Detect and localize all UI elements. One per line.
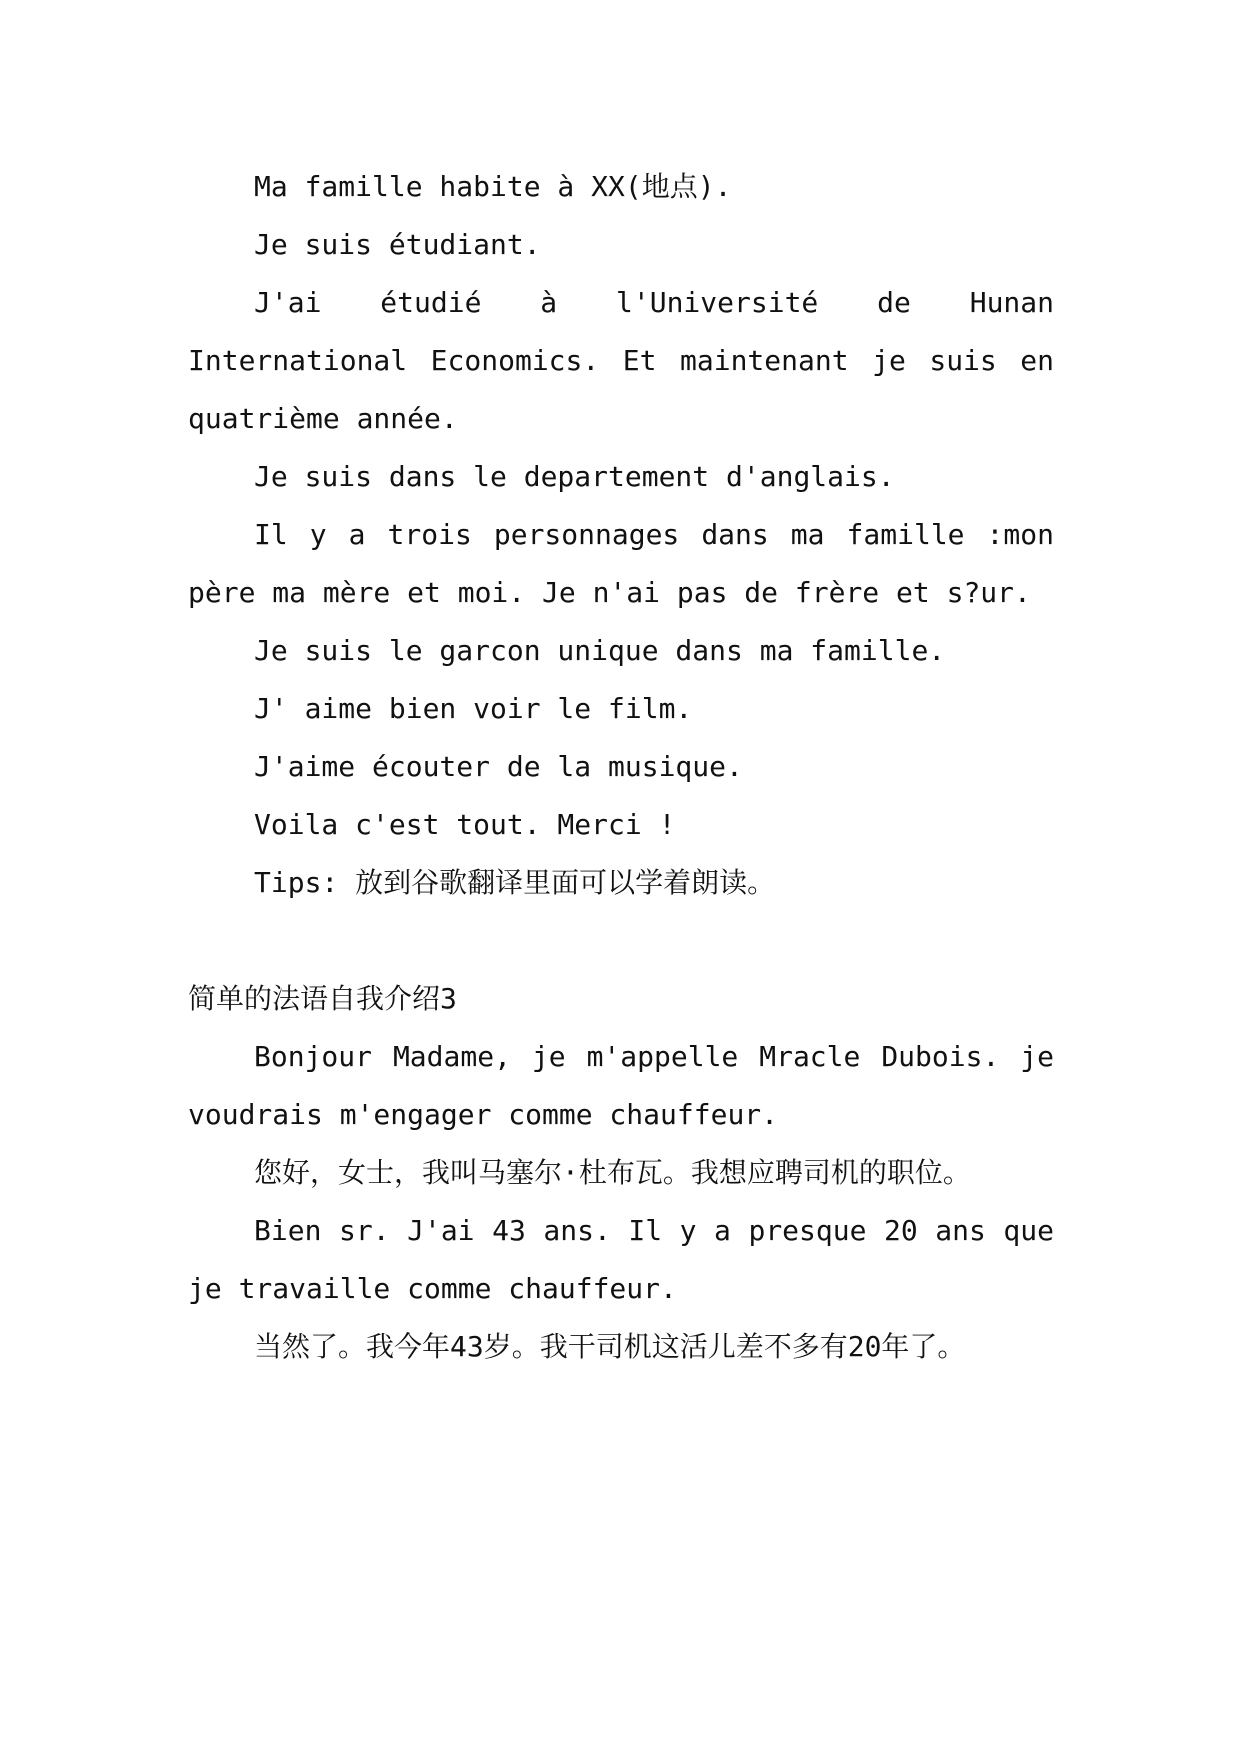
paragraph-age-fr: Bien sr. J'ai 43 ans. Il y a presque 20 ans que je travaille comme chauffeur. bbox=[188, 1214, 1054, 1305]
section-title: 简单的法语自我介绍3 bbox=[188, 982, 457, 1015]
paragraph-likes-music: J'aime écouter de la musique. bbox=[254, 750, 743, 783]
paragraph-tips: Tips: 放到谷歌翻译里面可以学着朗读。 bbox=[254, 866, 776, 899]
paragraph-department: Je suis dans le departement d'anglais. bbox=[254, 460, 895, 493]
paragraph-closing: Voila c'est tout. Merci ! bbox=[254, 808, 676, 841]
paragraph-student: Je suis étudiant. bbox=[254, 228, 541, 261]
paragraph-likes-films: J' aime bien voir le film. bbox=[254, 692, 693, 725]
paragraph-family-location: Ma famille habite à XX(地点). bbox=[254, 170, 732, 203]
paragraph-university: J'ai étudié à l'Université de Hunan International Economics. Et maintenant je suis en quatrième année. bbox=[188, 286, 1054, 435]
document-body bbox=[188, 158, 1054, 1376]
paragraph-family-members: Il y a trois personnages dans ma famille :mon père ma mère et moi. Je n'ai pas de frère et s?ur. bbox=[188, 518, 1054, 609]
paragraph-age-zh: 当然了。我今年43岁。我干司机这活儿差不多有20年了。 bbox=[254, 1330, 966, 1363]
paragraph-greeting-fr: Bonjour Madame, je m'appelle Mracle Dubois. je voudrais m'engager comme chauffeur. bbox=[188, 1040, 1054, 1131]
section-spacer bbox=[188, 912, 1054, 970]
paragraph-only-son: Je suis le garcon unique dans ma famille. bbox=[254, 634, 946, 667]
paragraph-greeting-zh: 您好，女士，我叫马塞尔·杜布瓦。我想应聘司机的职位。 bbox=[254, 1156, 971, 1189]
